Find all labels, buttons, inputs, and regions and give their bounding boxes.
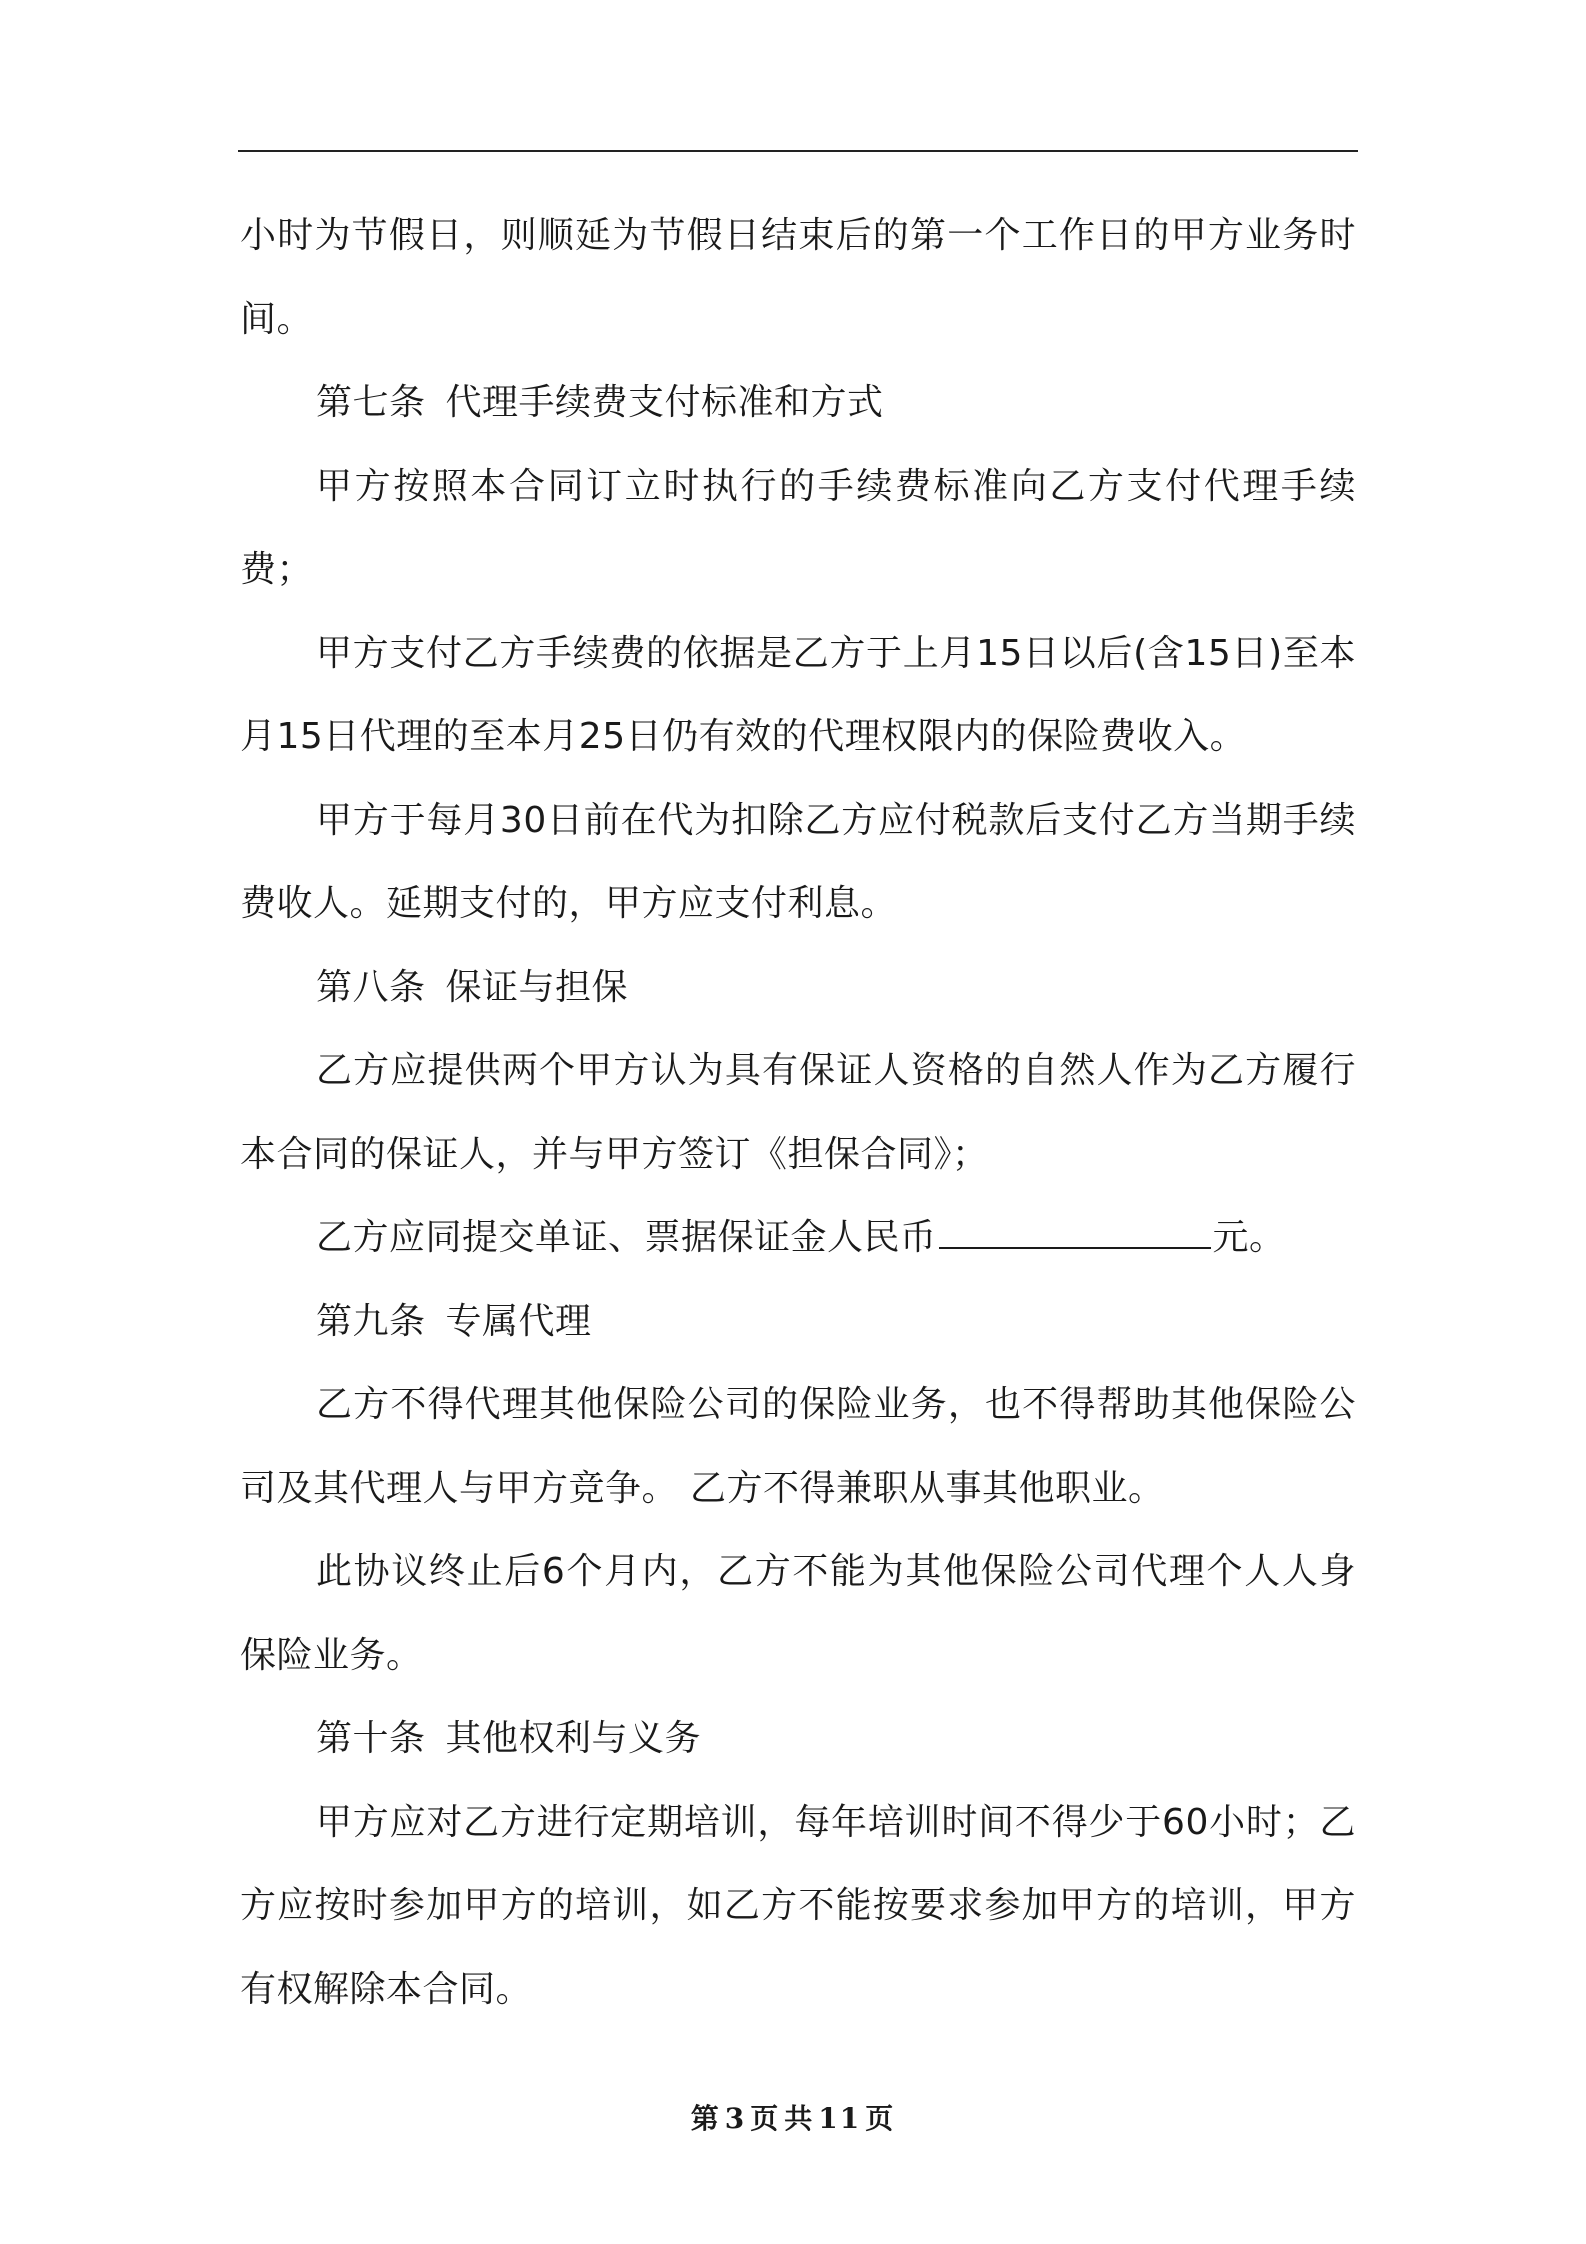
deposit-prefix: 乙方应同提交单证、票据保证金人民币 (316, 1217, 937, 1258)
paragraph: 甲方于每月30日前在代为扣除乙方应付税款后支付乙方当期手续费收人。延期支付的，甲方应支付利息。 (240, 799, 1356, 924)
paragraph: 甲方支付乙方手续费的依据是乙方于上月15日以后(含15日)至本月15日代理的至本月25日仍有效的代理权限内的保险费收入。 (240, 632, 1356, 757)
paragraph: 乙方应提供两个甲方认为具有保证人资格的自然人作为乙方履行本合同的保证人，并与甲方签订《担保合同》； (240, 1050, 1356, 1175)
header-rule (238, 150, 1358, 152)
article-title: 专属代理 (445, 1300, 592, 1342)
paragraph: 乙方不得代理其他保险公司的保险业务，也不得帮助其他保险公司及其代理人与甲方竞争。 乙方不得兼职从事其他职业。 (240, 1384, 1356, 1509)
footer-label-page-unit: 页 (750, 2102, 781, 2135)
deposit-amount-blank (939, 1217, 1211, 1249)
paragraph: 甲方应对乙方进行定期培训，每年培训时间不得少于60小时；乙方应按时参加甲方的培训，如乙方不能按要求参加甲方的培训，甲方有权解除本合同。 (240, 1801, 1356, 2010)
footer-label-page: 第 (690, 2102, 721, 2135)
article-7-heading (240, 361, 1356, 445)
article-title: 其他权利与义务 (445, 1718, 702, 1759)
deposit-paragraph (240, 1196, 1356, 1280)
article-title: 代理手续费支付标准和方式 (445, 382, 884, 423)
paragraph: 甲方按照本合同订立时执行的手续费标准向乙方支付代理手续费； (240, 465, 1356, 590)
article-10-heading (240, 1697, 1356, 1781)
article-number: 第十条 (316, 1718, 426, 1759)
paragraph: 此协议终止后6个月内，乙方不能为其他保险公司代理个人人身保险业务。 (240, 1551, 1356, 1676)
footer-label-total-unit: 页 (865, 2102, 896, 2135)
article-9-heading (240, 1280, 1356, 1364)
article-number: 第九条 (316, 1300, 426, 1342)
article-8-heading (240, 946, 1356, 1030)
deposit-suffix: 元。 (1212, 1217, 1286, 1258)
footer-total-pages: 11 (818, 2102, 862, 2135)
footer-current-page: 3 (724, 2102, 747, 2135)
article-title: 保证与担保 (445, 966, 629, 1008)
article-number: 第八条 (316, 966, 426, 1008)
footer-label-total: 共 (784, 2102, 815, 2135)
paragraph-continuation: 小时为节假日，则顺延为节假日结束后的第一个工作日的甲方业务时间。 (240, 215, 1356, 340)
document-body (240, 194, 1356, 2031)
page-footer (0, 2097, 1586, 2137)
article-number: 第七条 (316, 382, 426, 423)
